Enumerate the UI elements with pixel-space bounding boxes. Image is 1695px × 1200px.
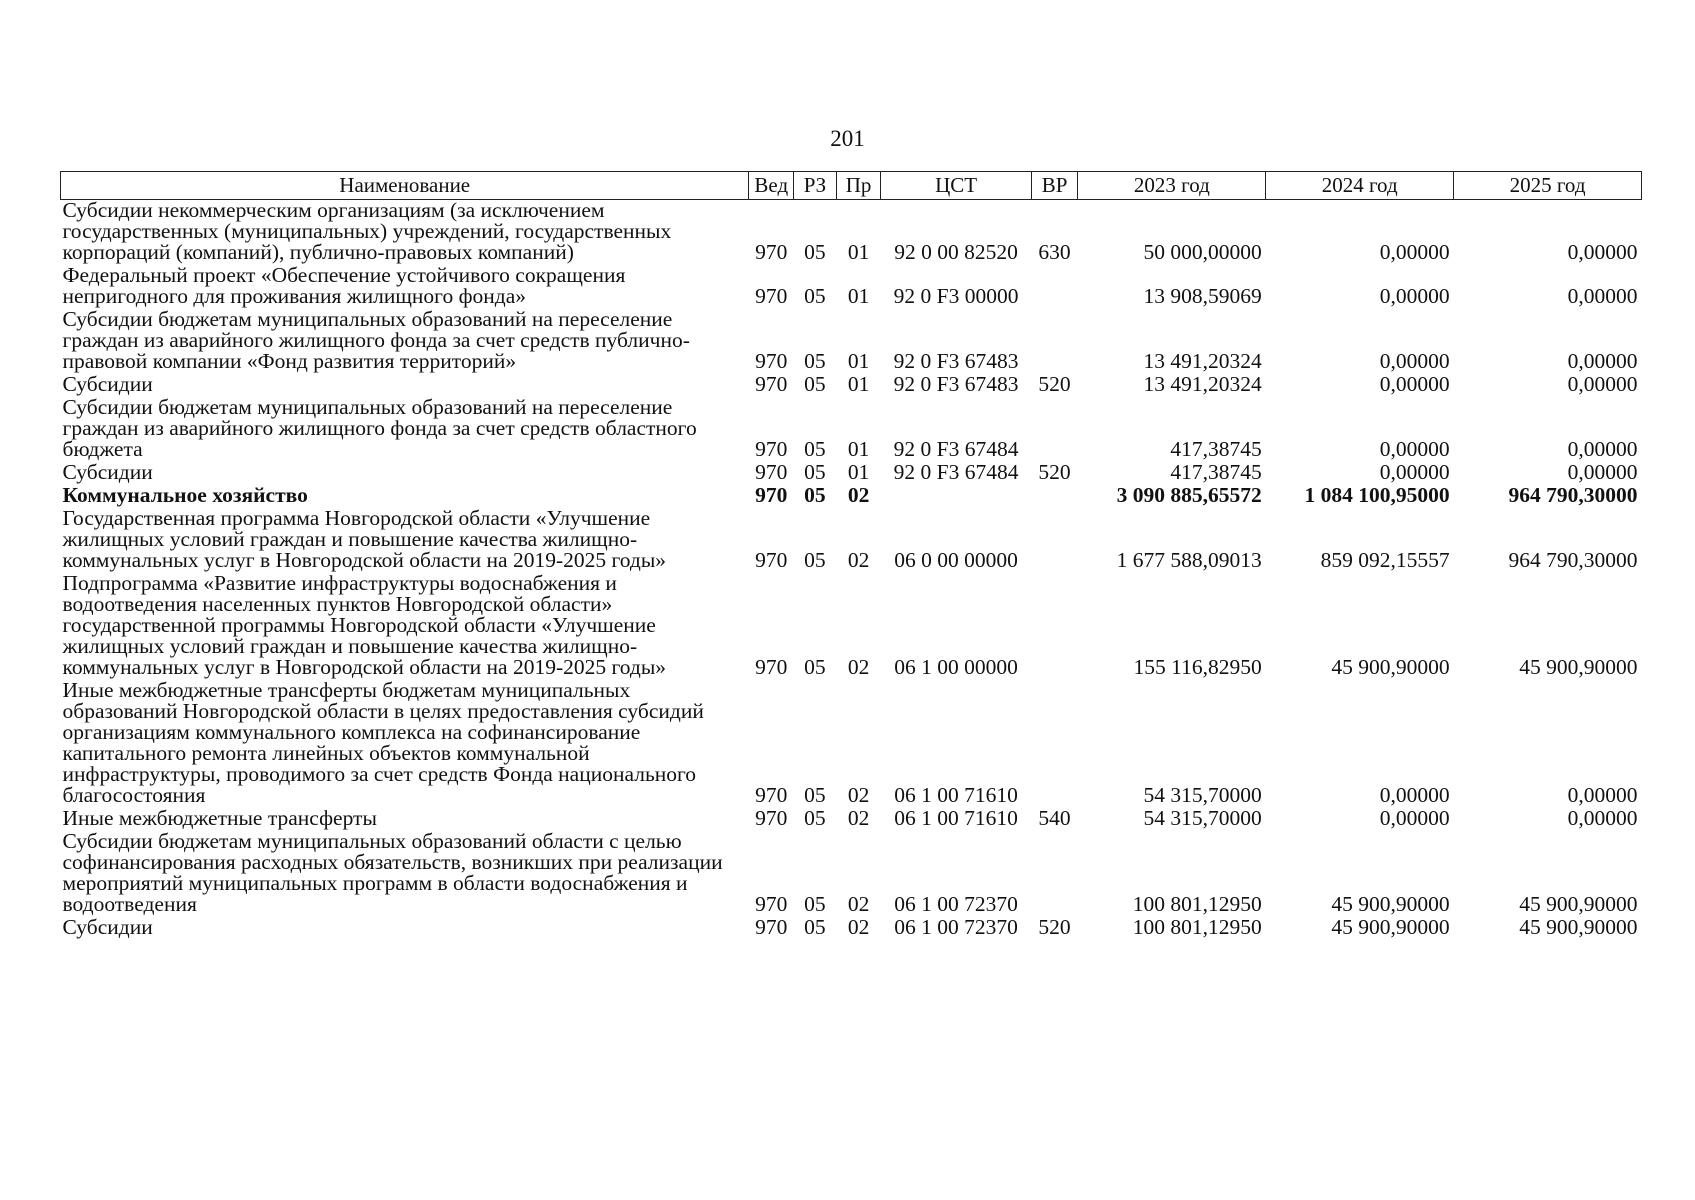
header-2023: 2023 год (1078, 172, 1266, 200)
cell-cst: 06 1 00 72370 (894, 892, 1018, 916)
cell-2025: 0,00000 (1567, 806, 1638, 830)
cell-vr: 520 (1038, 460, 1071, 484)
cell-2023: 155 116,82950 (1133, 655, 1262, 679)
cell-2024: 1 084 100,95000 (1304, 483, 1450, 507)
header-pr: Пр (836, 172, 881, 200)
cell-ved: 970 (755, 372, 788, 396)
cell-vr (1031, 831, 1078, 917)
cell-pr: 02 (847, 806, 870, 830)
cell-name: Субсидии (62, 915, 153, 939)
cell-ved: 970 (755, 915, 788, 939)
page-number: 201 (830, 126, 865, 151)
header-vr: ВР (1031, 172, 1078, 200)
cell-pr: 01 (847, 284, 870, 308)
cell-name: Подпрограмма «Развитие инфраструктуры водоснабжения и водоотведения населенных пунктов Новгородской области» государственной программы Новгородской области «Улучшение жилищных условий граждан и повышение качества жилищно-коммунальных услуг в Новгородской области на 2019-2025 годы» (62, 571, 667, 679)
cell-rz: 05 (804, 284, 826, 308)
cell-cst: 06 1 00 00000 (894, 655, 1018, 679)
cell-2024: 0,00000 (1379, 240, 1450, 264)
cell-2023: 54 315,70000 (1143, 806, 1262, 830)
header-rz: РЗ (794, 172, 837, 200)
cell-name: Субсидии (62, 460, 153, 484)
cell-ved: 970 (755, 240, 788, 264)
cell-name: Государственная программа Новгородской области «Улучшение жилищных условий граждан и повышение качества жилищно-коммунальных услуг в Новгородской области на 2019-2025 годы» (62, 506, 667, 572)
table-row (61, 573, 1642, 680)
cell-vr (1031, 680, 1078, 808)
cell-name: Иные межбюджетные трансферты бюджетам муниципальных образований Новгородской области в целях предоставления субсидий организациям коммунального комплекса на софинансирование капитального ремонта линейных объектов коммунальной инфраструктуры, проводимого за счет средств Фонда национального благосостояния (62, 678, 704, 807)
cell-2025: 0,00000 (1567, 284, 1638, 308)
cell-rz: 05 (804, 483, 826, 507)
cell-cst: 92 0 F3 67483 (893, 349, 1019, 373)
cell-rz: 05 (804, 437, 826, 461)
table-row (61, 808, 1642, 831)
table-row (61, 265, 1642, 309)
header-2025: 2025 год (1454, 172, 1642, 200)
cell-rz: 05 (804, 892, 826, 916)
table-row (61, 485, 1642, 508)
cell-pr: 02 (847, 915, 870, 939)
table-row (61, 462, 1642, 485)
budget-table (60, 171, 1642, 940)
cell-2024: 45 900,90000 (1331, 915, 1450, 939)
cell-2023: 417,38745 (1170, 460, 1262, 484)
cell-cst: 06 1 00 71610 (894, 806, 1018, 830)
cell-vr (1031, 309, 1078, 374)
cell-ved: 970 (755, 783, 788, 807)
cell-2024: 859 092,15557 (1320, 548, 1450, 572)
header-cst: ЦСТ (881, 172, 1031, 200)
cell-cst: 92 0 F3 67483 (893, 372, 1019, 396)
cell-pr: 02 (847, 483, 870, 507)
cell-rz: 05 (804, 806, 826, 830)
cell-2024: 0,00000 (1379, 284, 1450, 308)
cell-pr: 02 (847, 783, 870, 807)
cell-2023: 13 908,59069 (1143, 284, 1262, 308)
cell-name: Субсидии (62, 372, 153, 396)
cell-rz: 05 (804, 915, 826, 939)
header-2024: 2024 год (1266, 172, 1454, 200)
cell-2023: 417,38745 (1170, 437, 1262, 461)
cell-rz: 05 (804, 372, 826, 396)
cell-vr (1031, 485, 1078, 508)
cell-vr: 520 (1038, 372, 1071, 396)
cell-vr: 520 (1038, 915, 1071, 939)
table-row (61, 680, 1642, 808)
cell-2024: 0,00000 (1379, 783, 1450, 807)
cell-vr (1031, 397, 1078, 462)
cell-2024: 0,00000 (1379, 460, 1450, 484)
cell-2025: 964 790,30000 (1508, 483, 1638, 507)
cell-ved: 970 (755, 483, 788, 507)
table-body (61, 200, 1642, 941)
cell-vr: 540 (1038, 806, 1071, 830)
cell-2024: 45 900,90000 (1331, 655, 1450, 679)
table-row (61, 831, 1642, 917)
table-row (61, 200, 1642, 266)
cell-rz: 05 (804, 548, 826, 572)
cell-cst (881, 485, 1031, 508)
cell-2025: 0,00000 (1567, 372, 1638, 396)
table-row (61, 917, 1642, 940)
cell-name: Коммунальное хозяйство (62, 483, 308, 507)
cell-name: Иные межбюджетные трансферты (62, 806, 377, 830)
cell-pr: 01 (847, 437, 870, 461)
cell-name: Субсидии некоммерческим организациям (за исключением государственных (муниципальных) учреждений, государственных корпораций (компаний), публично-правовых компаний) (62, 198, 672, 264)
cell-2023: 100 801,12950 (1132, 915, 1262, 939)
cell-rz: 05 (804, 783, 826, 807)
cell-2025: 45 900,90000 (1519, 892, 1638, 916)
cell-name: Субсидии бюджетам муниципальных образований области с целью софинансирования расходных обязательств, возникших при реализации мероприятий муниципальных программ в области водоснабжения и водоотведения (62, 829, 723, 916)
cell-2025: 45 900,90000 (1519, 915, 1638, 939)
cell-2025: 0,00000 (1567, 460, 1638, 484)
table-row (61, 309, 1642, 374)
cell-cst: 92 0 F3 67484 (893, 437, 1019, 461)
cell-ved: 970 (755, 892, 788, 916)
cell-2023: 50 000,00000 (1143, 240, 1262, 264)
cell-2023: 13 491,20324 (1143, 349, 1262, 373)
cell-rz: 05 (804, 349, 826, 373)
cell-pr: 02 (847, 892, 870, 916)
cell-cst: 92 0 F3 00000 (893, 284, 1019, 308)
cell-2024: 0,00000 (1379, 349, 1450, 373)
cell-2023: 13 491,20324 (1143, 372, 1262, 396)
table-row (61, 397, 1642, 462)
cell-name: Федеральный проект «Обеспечение устойчивого сокращения непригодного для проживания жилищного фонда» (62, 263, 626, 308)
cell-vr (1031, 508, 1078, 573)
cell-2024: 0,00000 (1379, 806, 1450, 830)
cell-pr: 01 (847, 460, 870, 484)
cell-cst: 06 0 00 00000 (894, 548, 1018, 572)
cell-rz: 05 (804, 460, 826, 484)
cell-pr: 01 (847, 349, 870, 373)
cell-ved: 970 (755, 806, 788, 830)
cell-pr: 01 (847, 372, 870, 396)
cell-2025: 0,00000 (1567, 240, 1638, 264)
cell-2023: 100 801,12950 (1132, 892, 1262, 916)
cell-2024: 45 900,90000 (1331, 892, 1450, 916)
cell-2025: 964 790,30000 (1508, 548, 1638, 572)
cell-cst: 92 0 00 82520 (894, 240, 1018, 264)
header-ved: Вед (749, 172, 794, 200)
cell-vr: 630 (1038, 240, 1071, 264)
cell-vr (1031, 573, 1078, 680)
cell-rz: 05 (804, 240, 826, 264)
cell-name: Субсидии бюджетам муниципальных образований на переселение граждан из аварийного жилищного фонда за счет средств публично-правовой компании «Фонд развития территорий» (62, 307, 690, 373)
cell-2025: 0,00000 (1567, 783, 1638, 807)
cell-ved: 970 (755, 460, 788, 484)
cell-ved: 970 (755, 349, 788, 373)
cell-2023: 3 090 885,65572 (1116, 483, 1262, 507)
cell-cst: 06 1 00 72370 (894, 915, 1018, 939)
cell-2024: 0,00000 (1379, 372, 1450, 396)
cell-vr (1031, 265, 1078, 309)
cell-ved: 970 (755, 548, 788, 572)
cell-2025: 45 900,90000 (1519, 655, 1638, 679)
table-header-row (61, 172, 1642, 200)
cell-pr: 02 (847, 548, 870, 572)
table-row (61, 374, 1642, 397)
cell-pr: 02 (847, 655, 870, 679)
header-name: Наименование (61, 172, 749, 200)
cell-2023: 54 315,70000 (1143, 783, 1262, 807)
cell-ved: 970 (755, 437, 788, 461)
cell-rz: 05 (804, 655, 826, 679)
cell-2024: 0,00000 (1379, 437, 1450, 461)
cell-cst: 92 0 F3 67484 (893, 460, 1019, 484)
cell-pr: 01 (847, 240, 870, 264)
cell-2023: 1 677 588,09013 (1116, 548, 1262, 572)
cell-ved: 970 (755, 655, 788, 679)
cell-2025: 0,00000 (1567, 349, 1638, 373)
cell-cst: 06 1 00 71610 (894, 783, 1018, 807)
table-row (61, 508, 1642, 573)
cell-ved: 970 (755, 284, 788, 308)
cell-name: Субсидии бюджетам муниципальных образований на переселение граждан из аварийного жилищного фонда за счет средств областного бюджета (62, 395, 697, 461)
cell-2025: 0,00000 (1567, 437, 1638, 461)
